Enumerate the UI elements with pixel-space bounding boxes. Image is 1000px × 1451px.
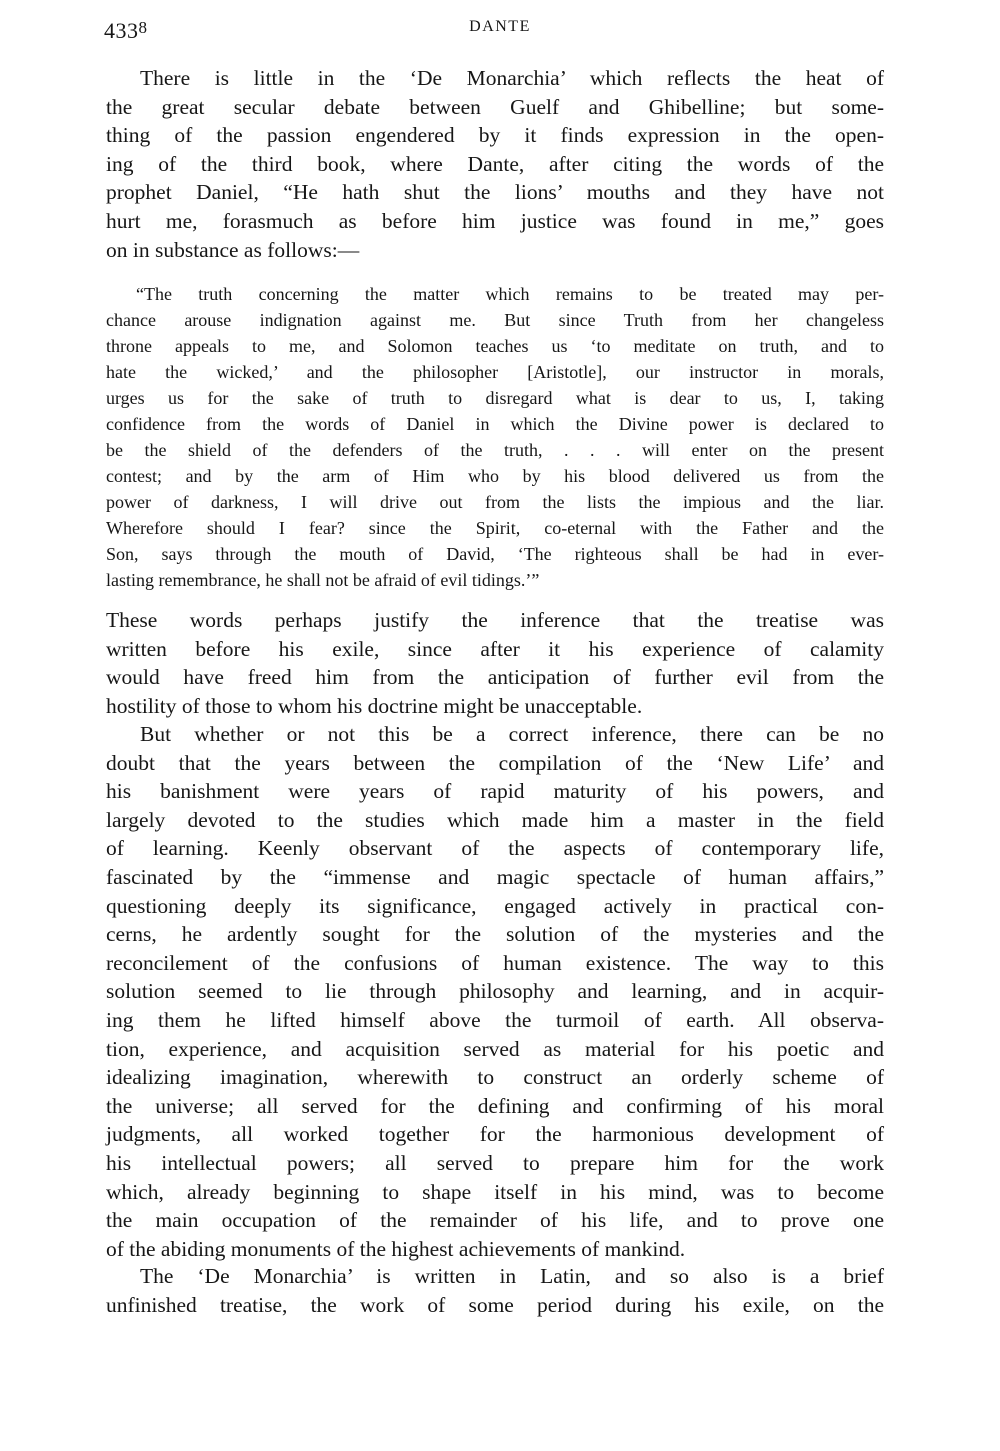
paragraph-3 xyxy=(106,720,884,1263)
text-line: These words perhaps justify the inference that the treatise was xyxy=(106,608,884,632)
block-quotation xyxy=(106,281,884,593)
text-line: urges us for the sake of truth to disregard what is dear to us, I, taking xyxy=(106,388,884,408)
paragraph-1 xyxy=(106,64,884,264)
text-line: would have freed him from the anticipation of further evil from the xyxy=(106,665,884,690)
text-line: throne appeals to me, and Solomon teaches us ‘to meditate on truth, and to xyxy=(106,336,884,356)
text-line: cerns, he ardently sought for the solution of the mysteries and the xyxy=(106,922,884,947)
text-line: questioning deeply its significance, engaged actively in practical con- xyxy=(106,893,884,918)
paragraph-4 xyxy=(106,1262,884,1319)
text-line: chance arouse indignation against me. But since Truth from her changeless xyxy=(106,310,884,330)
text-line: written before his exile, since after it his experience of calamity xyxy=(106,636,884,661)
paragraph-2 xyxy=(106,606,884,720)
text-line: unfinished treatise, the work of some period during his exile, on the xyxy=(106,1292,884,1317)
text-line: judgments, all worked together for the harmonious development of xyxy=(106,1122,884,1147)
text-line: ing of the third book, where Dante, after citing the words of the xyxy=(106,151,884,176)
page-number-main: 433 xyxy=(104,18,139,43)
text-line: largely devoted to the studies which made him a master in the field xyxy=(106,807,884,832)
text-line: hate the wicked,’ and the philosopher [Aristotle], our instructor in morals, xyxy=(106,362,884,382)
text-line: on in substance as follows:— xyxy=(106,237,360,262)
text-line: idealizing imagination, wherewith to construct an orderly scheme of xyxy=(106,1065,884,1090)
page-number-sup: 8 xyxy=(138,18,148,37)
text-line: Son, says through the mouth of David, ‘The righteous shall be had in ever- xyxy=(106,544,884,564)
text-line: contest; and by the arm of Him who by his blood delivered us from the xyxy=(106,466,884,486)
text-line: ing them he lifted himself above the turmoil of earth. All observa- xyxy=(106,1007,884,1032)
text-line: his intellectual powers; all served to prepare him for the work xyxy=(106,1150,884,1175)
text-line: of learning. Keenly observant of the aspects of contemporary life, xyxy=(106,836,884,861)
text-line: Wherefore should I fear? since the Spirit, co-eternal with the Father and the xyxy=(106,518,884,538)
text-line: thing of the passion engendered by it finds expression in the open- xyxy=(106,123,884,148)
text-line: The ‘De Monarchia’ is written in Latin, and so also is a brief xyxy=(140,1264,884,1288)
text-line: power of darkness, I will drive out from the lists the impious and the liar. xyxy=(106,492,884,512)
text-line: tion, experience, and acquisition served as material for his poetic and xyxy=(106,1036,884,1061)
text-line: doubt that the years between the compilation of the ‘New Life’ and xyxy=(106,750,884,775)
text-line: his banishment were years of rapid maturity of his powers, and xyxy=(106,779,884,804)
text-line: which, already beginning to shape itself in his mind, was to become xyxy=(106,1179,884,1204)
text-line: But whether or not this be a correct inference, there can be no xyxy=(140,722,884,746)
text-line: solution seemed to lie through philosophy and learning, and in acquir- xyxy=(106,979,884,1004)
text-line: prophet Daniel, “He hath shut the lions’ mouths and they have not xyxy=(106,180,884,205)
text-line: There is little in the ‘De Monarchia’ which reflects the heat of xyxy=(140,66,884,90)
running-head: DANTE xyxy=(469,18,531,35)
text-line: reconcilement of the confusions of human existence. The way to this xyxy=(106,950,884,975)
text-line: the main occupation of the remainder of his life, and to prove one xyxy=(106,1208,884,1233)
text-line: the great secular debate between Guelf and Ghibelline; but some- xyxy=(106,94,884,119)
text-line: the universe; all served for the defining and confirming of his moral xyxy=(106,1093,884,1118)
text-line: be the shield of the defenders of the truth, . . . will enter on the present xyxy=(106,440,884,460)
text-line: of the abiding monuments of the highest achievements of mankind. xyxy=(106,1236,686,1261)
text-line: confidence from the words of Daniel in which the Divine power is declared to xyxy=(106,414,884,434)
text-line: fascinated by the “immense and magic spectacle of human affairs,” xyxy=(106,864,884,889)
text-line: “The truth concerning the matter which remains to be treated may per- xyxy=(136,284,884,304)
text-line: hurt me, forasmuch as before him justice was found in me,” goes xyxy=(106,208,884,233)
text-line: lasting remembrance, he shall not be afraid of evil tidings.’” xyxy=(106,570,540,590)
text-line: hostility of those to whom his doctrine might be unacceptable. xyxy=(106,693,643,718)
